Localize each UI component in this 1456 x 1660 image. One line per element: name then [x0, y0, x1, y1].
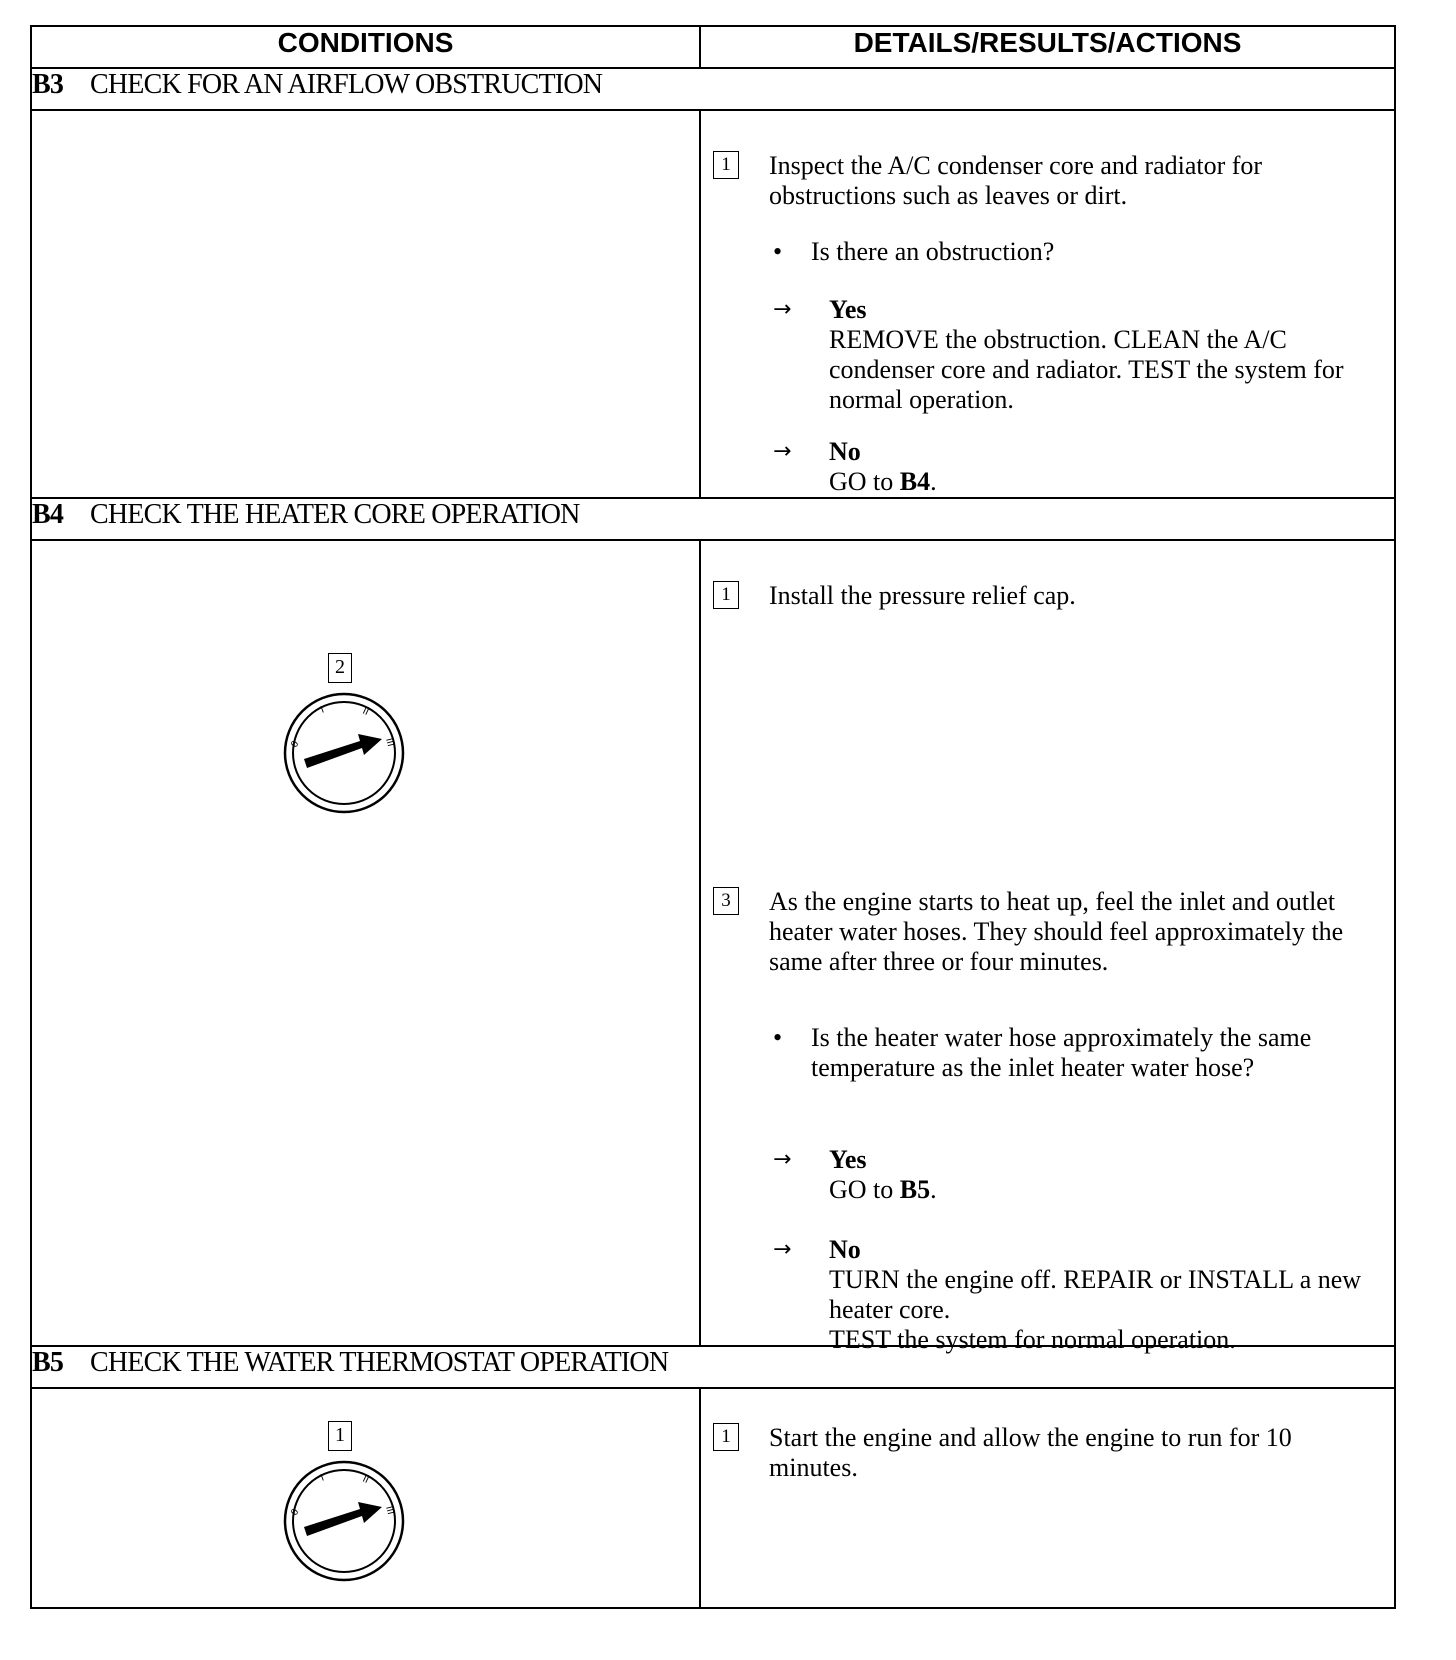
illustration-step-box: 2 [328, 653, 352, 683]
no-action-text: GO to B4. [829, 467, 937, 496]
svg-text:II: II [360, 705, 371, 719]
step-text: Start the engine and allow the engine to run for 10 minutes. [769, 1423, 1292, 1482]
yes-action-text: GO to B5. [829, 1175, 937, 1204]
arrow-right-icon: → [773, 297, 792, 322]
question-text: Is the heater water hose approximately the same temperature as the inlet heater water hose? [811, 1023, 1312, 1082]
b5-conditions-cell [31, 1388, 700, 1608]
svg-text:0: 0 [289, 739, 302, 750]
svg-text:III: III [383, 1504, 396, 1516]
step-text: As the engine starts to heat up, feel the inlet and outlet heater water hoses. They should feel approximately the same after three or four minutes. [769, 887, 1344, 976]
yes-label: Yes [829, 1145, 867, 1174]
illustration-step-box: 1 [328, 1421, 352, 1451]
b4-code: B4 [32, 499, 64, 530]
bullet-icon: • [773, 237, 783, 266]
b3-code: B3 [32, 69, 64, 100]
no-action-line-2: TEST the system for normal operation. [829, 1325, 1236, 1354]
b5-details-cell [700, 1388, 1395, 1608]
step-number-box: 1 [713, 581, 739, 609]
arrow-right-icon: → [773, 439, 792, 464]
step-number-box: 1 [713, 151, 739, 179]
bullet-icon: • [773, 1023, 783, 1052]
step-reference: B4 [899, 467, 931, 496]
conditions-header: CONDITIONS [31, 26, 700, 68]
diagnostic-page [30, 25, 1394, 1609]
no-action-text [829, 1265, 1369, 1355]
arrow-right-icon: → [773, 1147, 792, 1172]
ignition-switch-icon [282, 691, 412, 821]
b3-conditions-cell [31, 110, 700, 498]
b4-title [31, 498, 1395, 540]
b4-title-row [31, 498, 1395, 540]
b5-title-text: CHECK THE WATER THERMOSTAT OPERATION [90, 1347, 669, 1378]
b4-title-text: CHECK THE HEATER CORE OPERATION [90, 499, 580, 530]
pinpoint-test-table [30, 25, 1396, 1609]
svg-text:0: 0 [289, 1507, 302, 1518]
b3-details-cell [700, 110, 1395, 498]
ignition-switch-icon [282, 1459, 412, 1589]
no-label: No [829, 1235, 861, 1264]
step-number-box: 1 [713, 1423, 739, 1451]
svg-text:I: I [319, 704, 326, 716]
table-header-row [31, 26, 1395, 68]
step-text: Inspect the A/C condenser core and radiator for obstructions such as leaves or dirt. [769, 151, 1263, 210]
b4-conditions-cell [31, 540, 700, 1346]
yes-label: Yes [829, 295, 867, 324]
svg-text:III: III [383, 736, 396, 748]
b4-body-row [31, 540, 1395, 1346]
b3-title [31, 68, 1395, 110]
svg-text:II: II [360, 1473, 371, 1487]
step-text: Install the pressure relief cap. [769, 581, 1076, 610]
b3-title-row [31, 68, 1395, 110]
yes-action-text: REMOVE the obstruction. CLEAN the A/C condenser core and radiator. TEST the system for normal operation. [829, 325, 1344, 414]
no-label: No [829, 437, 861, 466]
question-text: Is there an obstruction? [811, 237, 1055, 266]
b5-code: B5 [32, 1347, 64, 1378]
details-header: DETAILS/RESULTS/ACTIONS [700, 26, 1395, 68]
step-number-box: 3 [713, 887, 739, 915]
b3-body-row [31, 110, 1395, 498]
arrow-right-icon: → [773, 1237, 792, 1262]
svg-text:I: I [319, 1472, 326, 1484]
step-reference: B5 [899, 1175, 931, 1204]
b4-details-cell [700, 540, 1395, 1354]
no-action-line-1: TURN the engine off. REPAIR or INSTALL a new heater core. [829, 1265, 1362, 1324]
b5-body-row [31, 1388, 1395, 1608]
b3-title-text: CHECK FOR AN AIRFLOW OBSTRUCTION [90, 69, 603, 100]
